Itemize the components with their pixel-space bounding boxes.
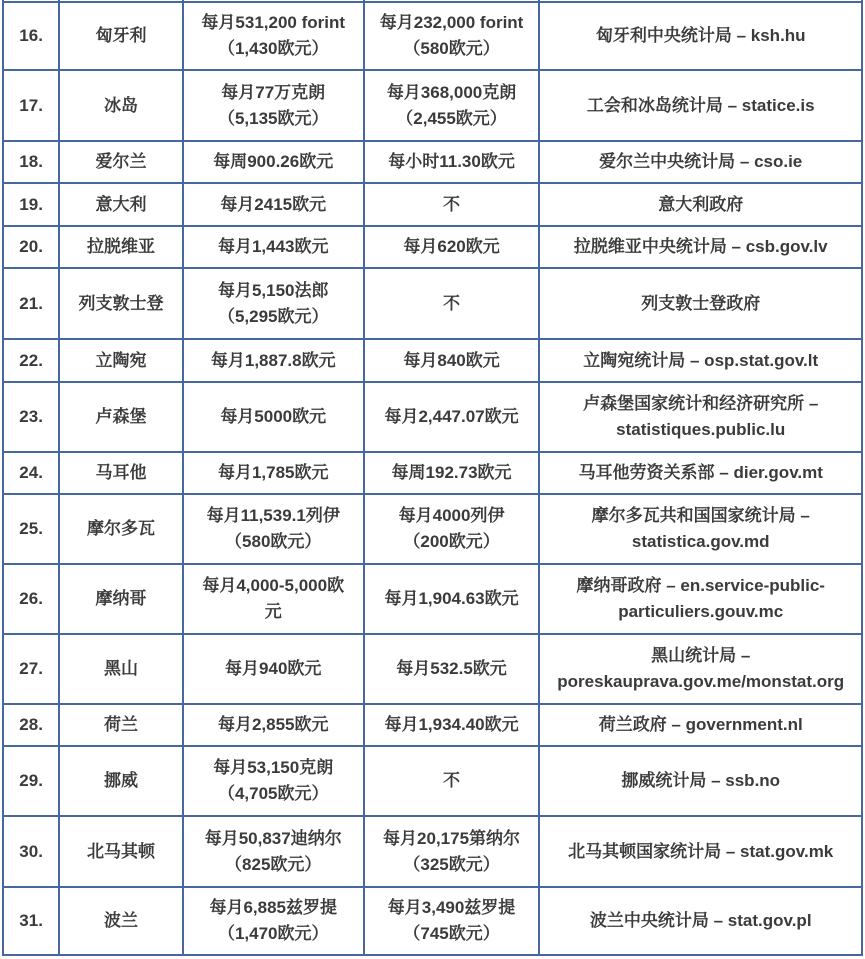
cell-source [539, 452, 862, 494]
table-row [3, 183, 862, 226]
cell-text-line: 每周192.73欧元 [391, 463, 512, 482]
cell-text-line: 24. [19, 463, 43, 482]
cell-text-line: 卢森堡 [95, 407, 147, 426]
cell-text-line: 摩尔多瓦 [87, 519, 156, 538]
cell-text-line: 马耳他 [95, 463, 147, 482]
cell-source [539, 141, 862, 183]
cell-source [539, 2, 862, 70]
cell-source [539, 339, 862, 382]
cell-row-number [3, 634, 59, 704]
cell-country [59, 226, 183, 268]
cell-text-line: 31. [19, 911, 43, 930]
cell-minimum-wage [183, 887, 364, 955]
cell-minimum-wage [183, 183, 364, 226]
cell-text-line: 每月532.5欧元 [396, 659, 507, 678]
cell-row-number [3, 564, 59, 634]
cell-text-line: 马耳他劳资关系部 – dier.gov.mt [578, 463, 823, 482]
cell-minimum-wage [183, 382, 364, 452]
cell-text-line: （580欧元） [403, 39, 500, 58]
cell-text-line: 27. [19, 659, 43, 678]
cell-text-line: 列支敦士登 [78, 293, 164, 313]
table-row [3, 339, 862, 382]
cell-text-line: 挪威统计局 – ssb.no [621, 771, 781, 790]
cell-text-line: 每月50,837迪纳尔 [204, 828, 342, 848]
cell-text-line: poreskauprava.gov.me/monstat.org [557, 672, 845, 691]
cell-text-line: 28. [19, 715, 43, 734]
cell-text-line: 立陶宛 [95, 350, 147, 370]
cell-text-line: 23. [19, 407, 43, 426]
cell-secondary-wage [364, 746, 540, 816]
cell-row-number [3, 183, 59, 226]
cell-text-line: 北马其顿国家统计局 – stat.gov.mk [568, 841, 834, 861]
cell-text-line: 每月620欧元 [403, 237, 500, 256]
cell-text-line: 黑山统计局 – [651, 646, 751, 665]
cell-text-line: 每月5,150法郎 [217, 280, 329, 300]
cell-text-line: 不 [443, 771, 461, 790]
cell-secondary-wage [364, 452, 540, 494]
cell-text-line: 每月2,855欧元 [217, 715, 329, 734]
cell-text-line: 匈牙利中央统计局 – ksh.hu [595, 26, 806, 45]
cell-country [59, 2, 183, 70]
cell-text-line: 波兰 [104, 911, 139, 930]
cell-text-line: （825欧元） [225, 854, 322, 874]
cell-text-line: particuliers.gouv.mc [618, 602, 784, 621]
cell-source [539, 226, 862, 268]
cell-row-number [3, 704, 59, 746]
cell-country [59, 564, 183, 634]
cell-text-line: 列支敦士登政府 [641, 293, 761, 313]
table-body [3, 0, 862, 955]
cell-text-line: 每月3,490兹罗提 [387, 898, 516, 917]
cell-source [539, 564, 862, 634]
cell-text-line: 不 [443, 194, 461, 214]
cell-country [59, 268, 183, 339]
cell-text-line: （5,295欧元） [217, 306, 329, 326]
table-row [3, 141, 862, 183]
cell-text-line: （4,705欧元） [217, 784, 329, 803]
cell-text-line: statistica.gov.md [631, 532, 770, 551]
table-row [3, 452, 862, 494]
cell-country [59, 634, 183, 704]
cell-text-line: 每月5000欧元 [220, 407, 327, 426]
cell-minimum-wage [183, 746, 364, 816]
cell-text-line: 17. [19, 95, 43, 115]
cell-source [539, 183, 862, 226]
cell-text-line: （200欧元） [403, 532, 500, 551]
table-row [3, 70, 862, 141]
cell-text-line: 摩纳哥政府 – en.service-public- [576, 576, 825, 595]
cell-text-line: 每月53,150克朗 [213, 758, 334, 777]
cell-country [59, 704, 183, 746]
cell-text-line: 摩纳哥 [95, 589, 147, 608]
cell-row-number [3, 816, 59, 887]
cell-text-line: 意大利政府 [658, 194, 744, 214]
table-row [3, 564, 862, 634]
cell-text-line: 每月4,000-5,000欧 [202, 576, 345, 595]
cell-text-line: 每月1,887.8欧元 [210, 350, 336, 370]
cell-text-line: 26. [19, 589, 43, 608]
cell-country [59, 887, 183, 955]
cell-row-number [3, 887, 59, 955]
cell-source [539, 746, 862, 816]
cell-text-line: 匈牙利 [95, 26, 147, 45]
cell-country [59, 452, 183, 494]
cell-text-line: 每月1,785欧元 [217, 463, 329, 482]
cell-secondary-wage [364, 141, 540, 183]
cell-country [59, 382, 183, 452]
cell-row-number [3, 70, 59, 141]
cell-secondary-wage [364, 382, 540, 452]
cell-text-line: 每月840欧元 [403, 350, 500, 370]
cell-text-line: 每周900.26欧元 [213, 152, 334, 171]
cell-text-line: 拉脱维亚 [87, 237, 156, 256]
cell-minimum-wage [183, 564, 364, 634]
cell-text-line: 荷兰政府 – government.nl [598, 715, 803, 734]
cell-text-line: 荷兰 [104, 715, 139, 734]
cell-country [59, 746, 183, 816]
cell-secondary-wage [364, 226, 540, 268]
table-row [3, 746, 862, 816]
cell-text-line: 卢森堡国家统计和经济研究所 – [583, 394, 819, 413]
cell-text-line: 不 [443, 293, 461, 313]
cell-text-line: 立陶宛统计局 – osp.stat.gov.lt [583, 350, 819, 370]
cell-text-line: 29. [19, 771, 43, 790]
cell-row-number [3, 2, 59, 70]
cell-text-line: 每月940欧元 [225, 659, 322, 678]
cell-text-line: 工会和冰岛统计局 – statice.is [586, 95, 815, 115]
cell-text-line: 波兰中央统计局 – stat.gov.pl [589, 911, 812, 930]
cell-secondary-wage [364, 634, 540, 704]
cell-text-line: （2,455欧元） [396, 108, 507, 128]
cell-text-line: 黑山 [104, 659, 139, 678]
cell-row-number [3, 268, 59, 339]
cell-secondary-wage [364, 70, 540, 141]
cell-text-line: 元 [264, 602, 282, 621]
cell-text-line: statistiques.public.lu [616, 420, 786, 439]
cell-secondary-wage [364, 268, 540, 339]
cell-secondary-wage [364, 183, 540, 226]
cell-country [59, 816, 183, 887]
table-row [3, 382, 862, 452]
cell-text-line: 18. [19, 152, 43, 171]
cell-text-line: 每月20,175第纳尔 [383, 828, 521, 848]
cell-source [539, 816, 862, 887]
minimum-wage-table [2, 0, 863, 956]
cell-country [59, 141, 183, 183]
cell-text-line: 每月368,000克朗 [386, 82, 517, 102]
cell-text-line: 21. [19, 293, 43, 313]
cell-row-number [3, 494, 59, 564]
cell-secondary-wage [364, 704, 540, 746]
table-row [3, 816, 862, 887]
cell-minimum-wage [183, 634, 364, 704]
cell-secondary-wage [364, 494, 540, 564]
cell-secondary-wage [364, 564, 540, 634]
cell-text-line: 北马其顿 [87, 841, 156, 861]
cell-minimum-wage [183, 452, 364, 494]
cell-minimum-wage [183, 141, 364, 183]
cell-secondary-wage [364, 816, 540, 887]
cell-text-line: 30. [19, 841, 43, 861]
cell-text-line: 每月1,443欧元 [217, 237, 329, 256]
cell-source [539, 70, 862, 141]
cell-country [59, 183, 183, 226]
cell-text-line: 22. [19, 350, 43, 370]
cell-text-line: 冰岛 [104, 95, 139, 115]
cell-source [539, 382, 862, 452]
cell-minimum-wage [183, 2, 364, 70]
cell-source [539, 494, 862, 564]
cell-text-line: （5,135欧元） [217, 108, 329, 128]
cell-minimum-wage [183, 339, 364, 382]
cell-country [59, 494, 183, 564]
cell-row-number [3, 452, 59, 494]
cell-source [539, 268, 862, 339]
cell-text-line: 意大利 [95, 194, 147, 214]
cell-row-number [3, 746, 59, 816]
cell-text-line: 每月6,885兹罗提 [209, 898, 337, 917]
table-row [3, 494, 862, 564]
cell-minimum-wage [183, 226, 364, 268]
cell-secondary-wage [364, 339, 540, 382]
cell-text-line: （580欧元） [225, 532, 322, 551]
cell-text-line: 拉脱维亚中央统计局 – csb.gov.lv [573, 237, 828, 256]
cell-minimum-wage [183, 268, 364, 339]
table-row [3, 887, 862, 955]
cell-text-line: 每小时11.30欧元 [388, 152, 515, 171]
table-row [3, 2, 862, 70]
cell-text-line: 每月1,904.63欧元 [384, 589, 519, 608]
cell-text-line: 爱尔兰 [95, 152, 147, 171]
cell-row-number [3, 339, 59, 382]
cell-text-line: 20. [19, 237, 43, 256]
cell-text-line: （325欧元） [403, 854, 500, 874]
cell-text-line: 25. [19, 519, 43, 538]
table-row [3, 634, 862, 704]
cell-text-line: 爱尔兰中央统计局 – cso.ie [599, 152, 803, 171]
cell-text-line: 19. [19, 194, 43, 214]
cell-text-line: 每月232,000 forint [379, 13, 524, 32]
cell-minimum-wage [183, 70, 364, 141]
cell-row-number [3, 141, 59, 183]
cell-country [59, 70, 183, 141]
cell-text-line: 每月11,539.1列伊 [206, 506, 340, 525]
cell-text-line: （1,470欧元） [217, 924, 329, 943]
cell-row-number [3, 382, 59, 452]
table-row [3, 704, 862, 746]
cell-minimum-wage [183, 494, 364, 564]
cell-text-line: 每月531,200 forint [201, 13, 346, 32]
cell-source [539, 634, 862, 704]
cell-text-line: 摩尔多瓦共和国国家统计局 – [591, 506, 810, 525]
cell-text-line: 每月2415欧元 [220, 194, 327, 214]
cell-text-line: 每月4000列伊 [398, 506, 505, 525]
cell-minimum-wage [183, 704, 364, 746]
cell-text-line: 每月77万克朗 [221, 82, 326, 102]
cell-source [539, 887, 862, 955]
cell-text-line: 16. [19, 26, 43, 45]
cell-minimum-wage [183, 816, 364, 887]
cell-text-line: 挪威 [104, 771, 139, 790]
cell-row-number [3, 226, 59, 268]
table-row [3, 268, 862, 339]
table-row [3, 226, 862, 268]
cell-text-line: 每月1,934.40欧元 [384, 715, 519, 734]
cell-secondary-wage [364, 887, 540, 955]
cell-text-line: （1,430欧元） [217, 39, 329, 58]
cell-secondary-wage [364, 2, 540, 70]
cell-country [59, 339, 183, 382]
cell-text-line: 每月2,447.07欧元 [384, 407, 519, 426]
cell-source [539, 704, 862, 746]
cell-text-line: （745欧元） [403, 924, 500, 943]
